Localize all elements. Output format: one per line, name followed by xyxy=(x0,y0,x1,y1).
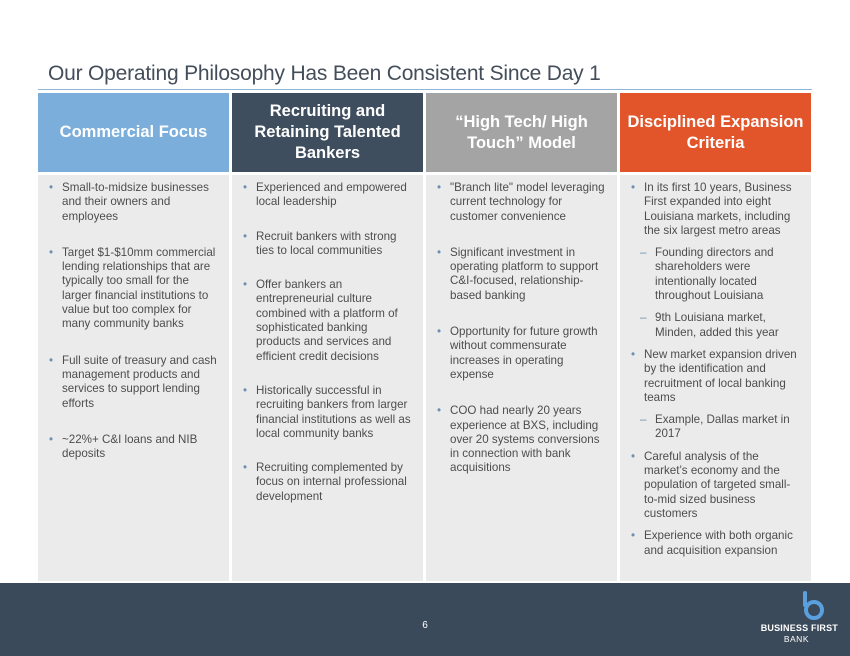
title-divider xyxy=(38,89,812,90)
bullet-item: • COO had nearly 20 years experience at BXS, including over 20 systems conversions in connection with bank acquisitions xyxy=(434,404,609,475)
slide-title: Our Operating Philosophy Has Been Consistent Since Day 1 xyxy=(48,62,601,85)
bullet-item: • Experienced and empowered local leadership xyxy=(240,181,415,210)
column-commercial-focus xyxy=(38,93,229,581)
bullet-item: • Careful analysis of the market’s economy and the population of targeted small-to-mid sized business customers xyxy=(628,450,803,521)
column-expansion xyxy=(620,93,811,581)
column-recruiting xyxy=(232,93,423,581)
column-header: Disciplined Expansion Criteria xyxy=(620,93,811,172)
column-header: “High Tech/ High Touch” Model xyxy=(426,93,617,172)
sub-bullet-item: – Example, Dallas market in 2017 xyxy=(628,413,803,442)
bank-logo-icon xyxy=(800,589,826,621)
column-high-tech xyxy=(426,93,617,581)
bullet-item: • Historically successful in recruiting bankers from larger financial institutions as well as local community banks xyxy=(240,384,415,441)
bullet-item: • ~22%+ C&I loans and NIB deposits xyxy=(46,433,221,462)
bullet-item: • Experience with both organic and acquisition expansion xyxy=(628,529,803,558)
column-body xyxy=(232,175,423,581)
philosophy-grid xyxy=(38,93,812,581)
page-number: 6 xyxy=(422,620,428,631)
bullet-item: • "Branch lite" model leveraging current technology for customer convenience xyxy=(434,181,609,224)
bullet-item: • Recruiting complemented by focus on internal professional development xyxy=(240,461,415,504)
bullet-item: • Full suite of treasury and cash management products and services to support lending efforts xyxy=(46,354,221,411)
column-body xyxy=(620,175,811,581)
column-header: Recruiting and Retaining Talented Bankers xyxy=(232,93,423,172)
sub-bullet-item: – Founding directors and shareholders were intentionally located throughout Louisiana xyxy=(628,246,803,303)
bullet-item: • New market expansion driven by the identification and recruitment of local banking teams xyxy=(628,348,803,405)
bullet-item: • Offer bankers an entrepreneurial culture combined with a platform of sophisticated banking products and services and efficient credit decisions xyxy=(240,278,415,364)
bullet-item: • Target $1-$10mm commercial lending relationships that are typically too small for the larger financial institutions to value but too complex for many community banks xyxy=(46,246,221,332)
bullet-item: • Significant investment in operating platform to support C&I-focused, relationship-based banking xyxy=(434,246,609,303)
bullet-item: • Small-to-midsize businesses and their owners and employees xyxy=(46,181,221,224)
bullet-item: • In its first 10 years, Business First expanded into eight Louisiana markets, including the six largest metro areas xyxy=(628,181,803,238)
bullet-item: • Opportunity for future growth without commensurate increases in operating expense xyxy=(434,325,609,382)
logo-text-line2: BANK xyxy=(783,634,809,644)
company-logo xyxy=(738,589,838,649)
bullet-item: • Recruit bankers with strong ties to local communities xyxy=(240,230,415,259)
column-body xyxy=(426,175,617,581)
logo-text-line1: BUSINESS FIRST xyxy=(760,623,838,633)
column-header: Commercial Focus xyxy=(38,93,229,172)
column-body xyxy=(38,175,229,581)
sub-bullet-item: – 9th Louisiana market, Minden, added this year xyxy=(628,311,803,340)
